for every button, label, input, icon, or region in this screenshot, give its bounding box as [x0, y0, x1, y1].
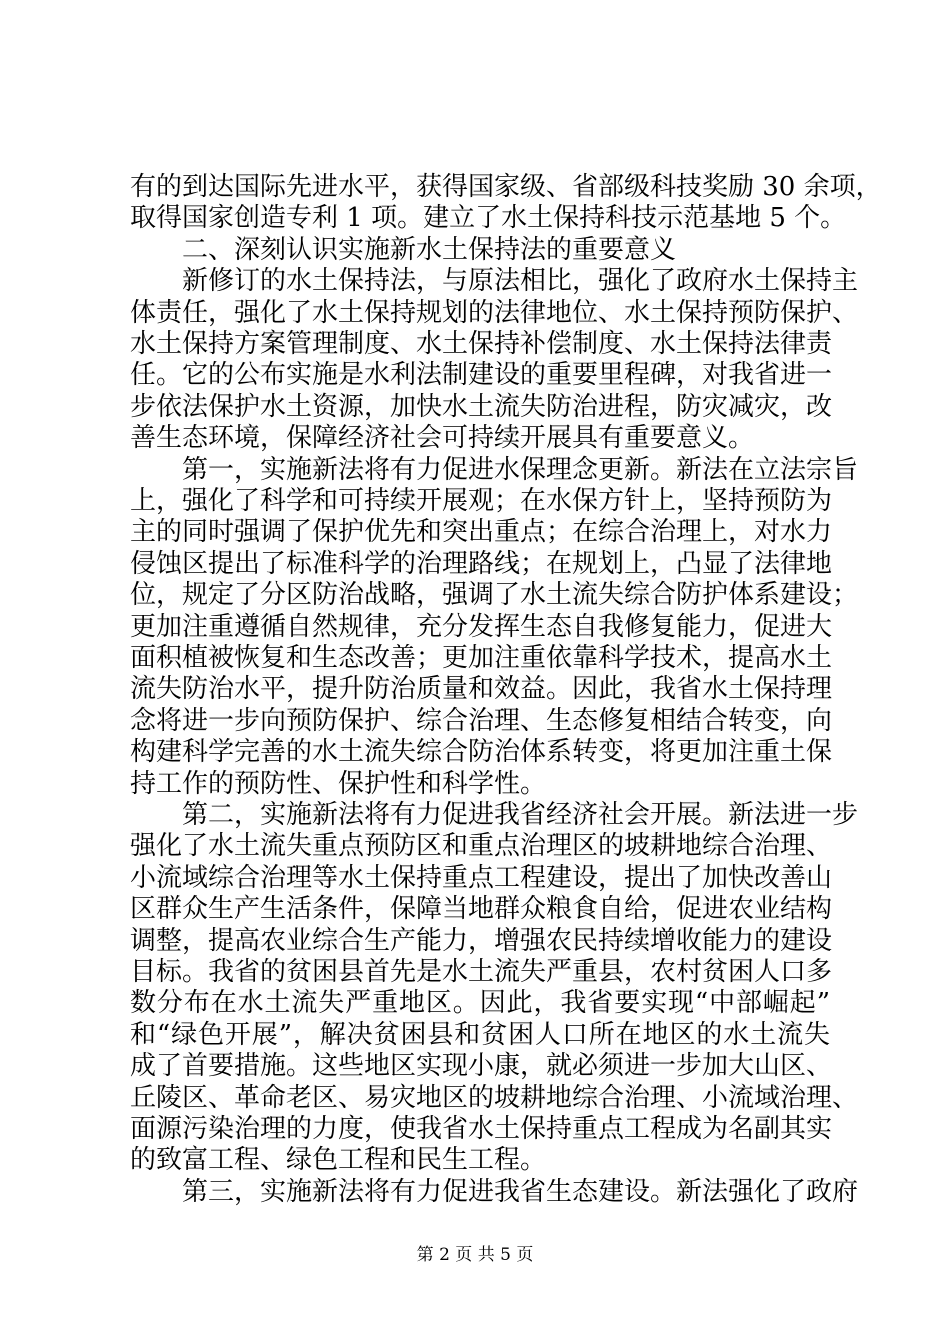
body-line: 侵蚀区提出了标准科学的治理路线；在规划上，凸显了法律地 [130, 548, 833, 579]
body-line: 念将进一步向预防保护、综合治理、生态修复相结合转变，向 [130, 705, 833, 736]
body-line: 位，规定了分区防治战略，强调了水土流失综合防护体系建设； [130, 580, 859, 611]
body-line: 上，强化了科学和可持续开展观；在水保方针上，坚持预防为 [130, 486, 833, 516]
body-line: 新修订的水土保持法，与原法相比，强化了政府水土保持主 [182, 266, 859, 297]
body-line: 第三，实施新法将有力促进我省生态建设。新法强化了政府 [182, 1176, 859, 1207]
body-line: 更加注重遵循自然规律，充分发挥生态自我修复能力，促进大 [130, 611, 833, 642]
body-line: 强化了水土流失重点预防区和重点治理区的坡耕地综合治理、 [130, 831, 833, 862]
body-line: 善生态环境，保障经济社会可持续开展具有重要意义。 [130, 423, 755, 454]
body-line: 流失防治水平，提升防治质量和效益。因此，我省水土保持理 [130, 674, 833, 705]
body-line: 任。它的公布实施是水利法制建设的重要里程碑，对我省进一 [130, 360, 833, 391]
body-line: 持工作的预防性、保护性和科学性。 [130, 768, 547, 799]
page-number-footer: 第 2 页 共 5 页 [416, 1245, 534, 1265]
body-line: 第二，实施新法将有力促进我省经济社会开展。新法进一步 [182, 800, 859, 830]
body-line: 区群众生产生活条件，保障当地群众粮食自给，促进农业结构 [130, 894, 833, 925]
body-line: 主的同时强调了保护优先和突出重点；在综合治理上，对水力 [130, 517, 833, 548]
body-line: 的致富工程、绿色工程和民生工程。 [130, 1145, 547, 1176]
body-line: 成了首要措施。这些地区实现小康，就必须进一步加大山区、 [130, 1051, 833, 1082]
body-line: 调整，提高农业综合生产能力，增强农民持续增收能力的建设 [130, 925, 833, 956]
body-line: 第一，实施新法将有力促进水保理念更新。新法在立法宗旨 [182, 454, 859, 485]
body-line: 水土保持方案管理制度、水土保持补偿制度、水土保持法律责 [130, 329, 833, 359]
body-line: 有的到达国际先进水平，获得国家级、省部级科技奖励 30 余项， [130, 172, 882, 202]
body-line: 体责任，强化了水土保持规划的法律地位、水土保持预防保护、 [130, 297, 859, 328]
body-line: 构建科学完善的水土流失综合防治体系转变，将更加注重土保 [130, 737, 833, 768]
section-heading: 二、深刻认识实施新水土保持法的重要意义 [182, 234, 677, 265]
body-line: 步依法保护水土资源，加快水土流失防治进程，防灾减灾，改 [130, 391, 833, 422]
body-line: 取得国家创造专利 1 项。建立了水土保持科技示范基地 5 个。 [130, 203, 847, 234]
body-line: 小流域综合治理等水土保持重点工程建设，提出了加快改善山 [130, 862, 833, 893]
body-line: 面源污染治理的力度，使我省水土保持重点工程成为名副其实 [130, 1114, 833, 1144]
body-line: 数分布在水土流失严重地区。因此，我省要实现“中部崛起” [130, 988, 830, 1019]
body-line: 丘陵区、革命老区、易灾地区的坡耕地综合治理、小流域治理、 [130, 1082, 859, 1113]
body-line: 和“绿色开展”，解决贫困县和贫困人口所在地区的水土流失 [130, 1019, 830, 1050]
body-line: 面积植被恢复和生态改善；更加注重依靠科学技术，提高水土 [130, 643, 833, 673]
body-line: 目标。我省的贫困县首先是水土流失严重县，农村贫困人口多 [130, 957, 833, 987]
